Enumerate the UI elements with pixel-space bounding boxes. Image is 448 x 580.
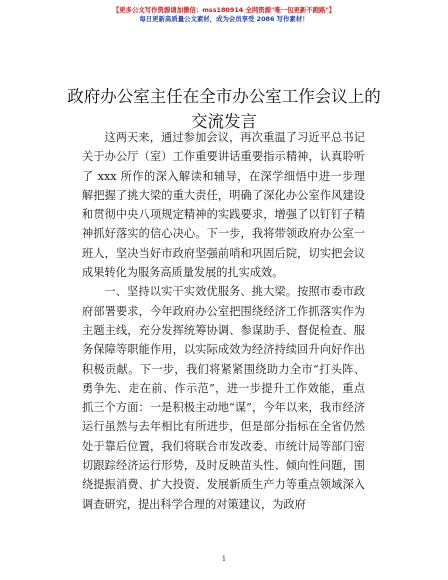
header-banner [0, 6, 448, 24]
document-title: 政府办公室主任在全市办公室工作会议上的交流发言 [67, 87, 381, 131]
paragraph-section-one: 一、坚持以实干实效优服务、挑大梁。按照市委市政府部署要求，今年政府办公室把围绕经济工作抓落实作为主题主线，充分发挥统筹协调、参谋助手、督促检查、服务保障等职能作用，以实际成效为经济持续回升向好作出积极贡献。下一步，我们将紧紧围绕助力全市“打头阵、勇争先、走在前、作示范”，进一步提升工作效能，重点抓三个方面：一是积极主动地“谋”，今年以来，我市经济运行虽然与去年相比有所进步，但是部分指标在全省仍然处于靠后位置，我们将联合市发改委、市统计局等部门密切跟踪经济运行形势，及时反映苗头性、倾向性问题，围绕提振消费、扩大投资、发展新质生产力等重点领域深入调查研究，提出科学合理的对策建议，为政府 [82, 285, 365, 511]
paragraph-intro: 这两天来，通过参加会议，再次重温了习近平总书记关于办公厅（室）工作重要讲话重要指示精神，认真聆听了 xxx 所作的深入解读和辅导，在深学细悟中进一步理解把握了挑大梁的重大责任，明确了深化办公室作风建设和贯彻中央八项规定精神的实践要求，增强了以钉钉子精神抓好落实的信心决心。下一步，我将带领政府办公室一班人，坚决当好市政府坚强前哨和巩固后院，切实把会议成果转化为服务高质量发展的扎实成效。 [82, 131, 365, 280]
banner-subline: 每日更新高质量公文素材，成为会员享受 2086 写作素材！ [139, 15, 309, 23]
page-number: 1 [221, 555, 227, 563]
banner-promo-line: 【更多公文写作资源请加微信：mss180914 全网资源"唯一包更新不跑路"】 [112, 6, 336, 14]
document-body [82, 128, 365, 514]
